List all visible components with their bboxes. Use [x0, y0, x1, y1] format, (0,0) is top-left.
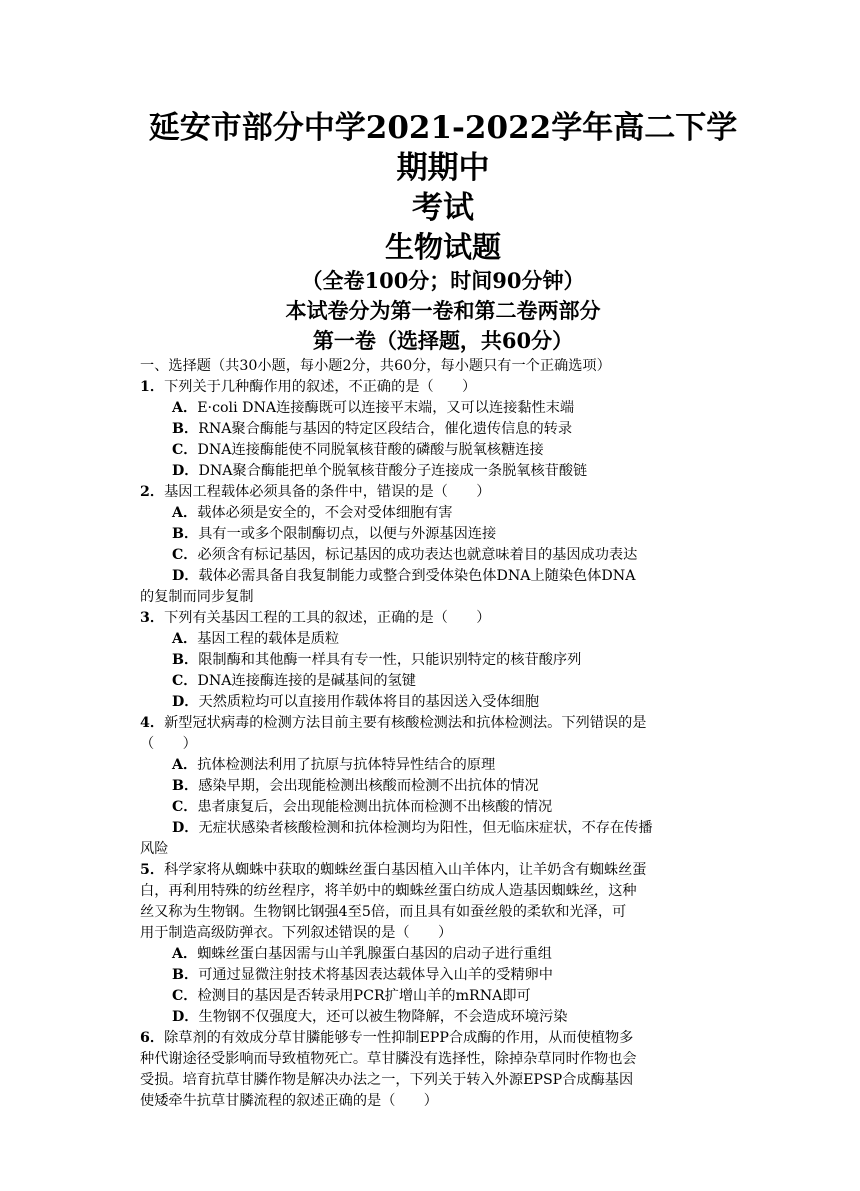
option — [140, 419, 746, 440]
question-stem-text: 受损。培育抗草甘膦作物是解决办法之一，下列关于转入外源EPSP合成酶基因 — [140, 1072, 634, 1088]
question-stem-line — [140, 902, 746, 923]
option-text: 具有一或多个限制酶切点，以便与外源基因连接 — [198, 526, 497, 542]
option — [140, 965, 746, 986]
option-key: B． — [172, 421, 199, 437]
option — [140, 944, 746, 965]
question-stem-line — [140, 860, 746, 881]
question-number: 2． — [140, 484, 165, 500]
question-4 — [140, 713, 746, 860]
question-stem-line — [140, 1049, 746, 1070]
question-stem-text: （ ） — [140, 736, 197, 752]
question-stem-line — [140, 482, 746, 503]
option — [140, 545, 746, 566]
option-key: C． — [172, 547, 198, 563]
option-text: 抗体检测法利用了抗原与抗体特异性结合的原理 — [197, 757, 496, 773]
question-list — [140, 377, 746, 1112]
option-text: DNA聚合酶能把单个脱氧核苷酸分子连接成一条脱氧核苷酸链 — [198, 463, 588, 479]
part1-heading: 第一卷（选择题，共60分） — [312, 328, 574, 353]
option-key: B． — [172, 652, 199, 668]
option-text: 检测目的基因是否转录用PCR扩增山羊的mRNA即可 — [197, 988, 531, 1004]
option-key: C． — [172, 673, 198, 689]
question-stem-text: 基因工程载体必须具备的条件中，错误的是（ ） — [164, 484, 491, 500]
question-stem-line — [140, 608, 746, 629]
option-text: 感染早期，会出现能检测出核酸而检测不出抗体的情况 — [198, 778, 539, 794]
exam-info-structure: 本试卷分为第一卷和第二卷两部分 — [285, 298, 601, 323]
option-text: 载体必需具备自我复制能力或整合到受体染色体DNA上随染色体DNA — [198, 568, 636, 584]
question-6 — [140, 1028, 746, 1112]
option-continuation: 的复制而同步复制 — [140, 589, 254, 605]
option-key: A． — [172, 946, 198, 962]
exam-info-score-time: （全卷100分；时间90分钟） — [301, 268, 585, 293]
option-text: E·coli DNA连接酶既可以连接平末端，又可以连接黏性末端 — [197, 400, 575, 416]
option-key: D． — [172, 463, 199, 479]
option-text: 患者康复后，会出现能检测出抗体而检测不出核酸的情况 — [197, 799, 553, 815]
question-stem-line — [140, 734, 746, 755]
question-stem-text: 下列有关基因工程的工具的叙述，正确的是（ ） — [164, 610, 491, 626]
option-key: C． — [172, 799, 198, 815]
option-text: 载体必须是安全的，不会对受体细胞有害 — [197, 505, 453, 521]
option-text: RNA聚合酶能与基因的特定区段结合，催化遗传信息的转录 — [198, 421, 573, 437]
question-number: 6． — [140, 1030, 165, 1046]
option-key: A． — [172, 757, 198, 773]
option-key: A． — [172, 505, 198, 521]
option-key: B． — [172, 778, 199, 794]
question-1 — [140, 377, 746, 482]
option-text: DNA连接酶连接的是碱基间的氢键 — [197, 673, 416, 689]
option — [140, 398, 746, 419]
option-key: C． — [172, 442, 198, 458]
question-stem-line — [140, 923, 746, 944]
option-text: 无症状感染者核酸检测和抗体检测均为阳性，但无临床症状，不存在传播 — [198, 820, 653, 836]
question-stem-text: 科学家将从蜘蛛中获取的蜘蛛丝蛋白基因植入山羊体内，让羊奶含有蜘蛛丝蛋 — [164, 862, 647, 878]
question-5 — [140, 860, 746, 1028]
option — [140, 629, 746, 650]
option — [140, 566, 746, 587]
option-text: 基因工程的载体是质粒 — [197, 631, 340, 647]
question-stem-text: 使矮牵牛抗草甘膦流程的叙述正确的是（ ） — [140, 1093, 438, 1109]
exam-subject: 生物试题 — [384, 230, 501, 264]
option — [140, 1007, 746, 1028]
question-stem-line — [140, 881, 746, 902]
option-key: A． — [172, 400, 198, 416]
option-text: 天然质粒均可以直接用作载体将目的基因送入受体细胞 — [198, 694, 540, 710]
exam-title-line2: 考试 — [412, 190, 474, 226]
section-heading: 一、选择题（共30小题，每小题2分，共60分，每小题只有一个正确选项） — [140, 358, 611, 374]
option-text: DNA连接酶能使不同脱氧核苷酸的磷酸与脱氧核糖连接 — [197, 442, 544, 458]
option-text: 生物钢不仅强度大，还可以被生物降解，不会造成环境污染 — [198, 1009, 568, 1025]
option — [140, 440, 746, 461]
question-stem-text: 白，再利用特殊的纺丝程序，将羊奶中的蜘蛛丝蛋白纺成人造基因蜘蛛丝，这种 — [140, 883, 637, 899]
exam-title-line1: 延安市部分中学2021-2022学年高二下学期期中 — [148, 110, 738, 186]
option-key: C． — [172, 988, 198, 1004]
option — [140, 650, 746, 671]
question-stem-line — [140, 1028, 746, 1049]
question-number: 4． — [140, 715, 165, 731]
option-key: B． — [172, 967, 199, 983]
question-stem-text: 丝又称为生物钢。生物钢比钢强4至5倍，而且具有如蚕丝般的柔软和光泽，可 — [140, 904, 627, 920]
question-3 — [140, 608, 746, 713]
option — [140, 776, 746, 797]
question-stem-text: 用于制造高级防弹衣。下列叙述错误的是（ ） — [140, 925, 453, 941]
option — [140, 818, 746, 839]
question-stem-text: 种代谢途径受影响而导致植物死亡。草甘膦没有选择性，除掉杂草同时作物也会 — [140, 1051, 637, 1067]
option-continuation: 风险 — [140, 841, 169, 857]
option-key: D． — [172, 568, 199, 584]
question-number: 1． — [140, 379, 165, 395]
question-2 — [140, 482, 746, 608]
question-stem-line — [140, 713, 746, 734]
option-text: 蜘蛛丝蛋白基因需与山羊乳腺蛋白基因的启动子进行重组 — [197, 946, 552, 962]
question-stem-text: 新型冠状病毒的检测方法目前主要有核酸检测法和抗体检测法。下列错误的是 — [164, 715, 647, 731]
option-text: 必须含有标记基因，标记基因的成功表达也就意味着目的基因成功表达 — [197, 547, 638, 563]
option — [140, 671, 746, 692]
option-text: 可通过显微注射技术将基因表达载体导入山羊的受精卵中 — [198, 967, 553, 983]
question-stem-text: 下列关于几种酶作用的叙述，不正确的是（ ） — [164, 379, 477, 395]
option — [140, 524, 746, 545]
question-number: 3． — [140, 610, 165, 626]
option — [140, 692, 746, 713]
question-stem-line — [140, 1070, 746, 1091]
option-key: D． — [172, 820, 199, 836]
question-number: 5． — [140, 862, 165, 878]
option — [140, 461, 746, 482]
option-key: D． — [172, 1009, 199, 1025]
option — [140, 797, 746, 818]
option-key: A． — [172, 631, 198, 647]
question-stem-line — [140, 1091, 746, 1112]
option — [140, 755, 746, 776]
question-stem-line — [140, 377, 746, 398]
option — [140, 503, 746, 524]
option-text: 限制酶和其他酶一样具有专一性，只能识别特定的核苷酸序列 — [198, 652, 582, 668]
question-stem-text: 除草剂的有效成分草甘膦能够专一性抑制EPP合成酶的作用，从而使植物多 — [164, 1030, 634, 1046]
option — [140, 986, 746, 1007]
option-key: B． — [172, 526, 199, 542]
option-key: D． — [172, 694, 199, 710]
